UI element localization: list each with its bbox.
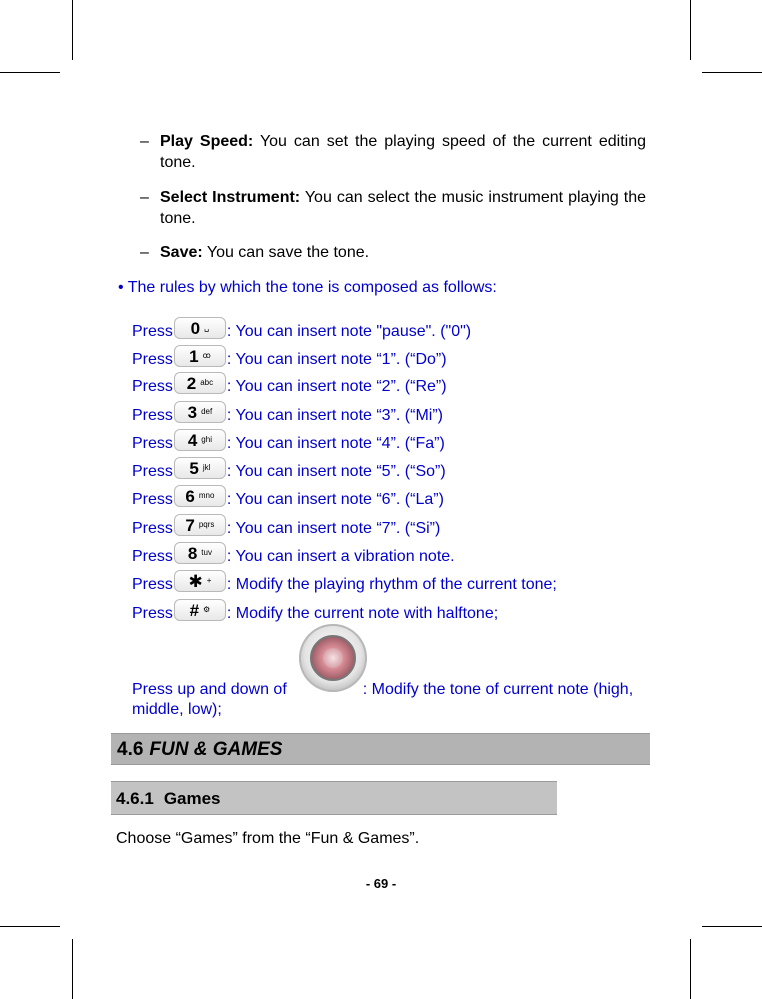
- press-label: Press: [132, 548, 173, 565]
- press-label: Press: [132, 435, 173, 452]
- crop-mark: [0, 926, 60, 927]
- nav-rule: [132, 680, 652, 720]
- section-heading: [111, 733, 650, 765]
- press-label: Press: [132, 605, 173, 622]
- key-6-icon: 6 mno: [174, 485, 226, 507]
- key-8-icon: 8 tuv: [174, 542, 226, 564]
- subsection-heading: [111, 781, 557, 815]
- section-number: 4.6: [117, 739, 144, 760]
- dash: –: [140, 244, 149, 261]
- bullet-text: You can save the tone.: [202, 244, 370, 261]
- key-rule-desc: : Modify the playing rhythm of the current tone;: [226, 576, 557, 593]
- key-3-icon: 3 def: [174, 401, 226, 423]
- press-label: Press: [132, 576, 173, 593]
- nav-rule-desc: : Modify the tone of current note (high, middle, low);: [132, 681, 634, 718]
- bullet-play-speed: [140, 131, 646, 173]
- crop-mark: [702, 926, 762, 927]
- bullet-label: Save:: [160, 244, 203, 261]
- subsection-number: 4.6.1: [116, 789, 154, 808]
- key-rule-desc: : You can insert note “5”. (“So”): [226, 463, 446, 480]
- rules-intro: • The rules by which the tone is composed as follows:: [118, 279, 497, 296]
- press-label: Press: [132, 378, 173, 395]
- key-7-icon: 7 pqrs: [174, 514, 226, 536]
- key-rule-desc: : You can insert note “2”. (“Re”): [226, 378, 447, 395]
- key-0-icon: 0 ␣: [174, 317, 226, 339]
- body-paragraph: Choose “Games” from the “Fun & Games”.: [116, 830, 420, 847]
- section-title: FUN & GAMES: [149, 739, 283, 760]
- crop-mark: [690, 0, 691, 60]
- press-label: Press: [132, 323, 173, 340]
- press-label: Press: [132, 407, 173, 424]
- key-rule-8: [132, 545, 455, 569]
- press-label: Press: [132, 520, 173, 537]
- key-hash-icon: # ⚙: [174, 599, 226, 621]
- key-rule-desc: : You can insert a vibration note.: [226, 548, 455, 565]
- bullet-text: You can select the music instrument playing the tone.: [160, 189, 647, 227]
- press-label: Press: [132, 351, 173, 368]
- key-rule-desc: : You can insert note “6”. (“La”): [226, 491, 444, 508]
- key-rule-desc: : You can insert note “3”. (“Mi”): [226, 407, 443, 424]
- subsection-title: Games: [163, 789, 221, 808]
- bullet-label: Select Instrument:: [160, 189, 301, 206]
- key-4-icon: 4 ghi: [174, 429, 226, 451]
- key-rule-3: [132, 404, 443, 428]
- crop-mark: [72, 939, 73, 999]
- crop-mark: [690, 939, 691, 999]
- key-rule-5: [132, 460, 446, 484]
- key-rule-7: [132, 517, 440, 541]
- navigation-center: [323, 648, 343, 668]
- key-star-icon: ✱ +: [174, 570, 226, 592]
- bullet-label: Play Speed:: [160, 133, 254, 150]
- crop-mark: [72, 0, 73, 60]
- key-rule-4: [132, 432, 445, 456]
- crop-mark: [702, 72, 762, 73]
- bullet-select-instrument: [140, 187, 646, 229]
- crop-mark: [0, 72, 60, 73]
- dash: –: [140, 133, 149, 150]
- key-rule-desc: : You can insert note “4”. (“Fa”): [226, 435, 445, 452]
- bullet-save: [140, 242, 646, 263]
- key-2-icon: 2 abc: [174, 372, 226, 394]
- dash: –: [140, 189, 149, 206]
- key-rule-desc: : You can insert note “7”. (“Si”): [226, 520, 441, 537]
- key-rule-0: [132, 320, 471, 344]
- key-rule-1: [132, 348, 447, 372]
- page-number: - 69 -: [365, 876, 397, 891]
- nav-rule-prefix: Press up and down of: [132, 681, 287, 698]
- press-label: Press: [132, 463, 173, 480]
- press-label: Press: [132, 491, 173, 508]
- key-rule-desc: : You can insert note "pause". ("0"): [226, 323, 472, 340]
- key-rule-desc: : Modify the current note with halftone;: [226, 605, 499, 622]
- key-rule-6: [132, 488, 444, 512]
- key-rule-hash: [132, 602, 498, 626]
- key-5-icon: 5 jkl: [174, 457, 226, 479]
- key-rule-2: [132, 375, 447, 399]
- bullet-text: You can set the playing speed of the current editing tone.: [160, 133, 647, 171]
- key-rule-desc: : You can insert note “1”. (“Do”): [226, 351, 447, 368]
- key-1-icon: 1 ꝏ: [174, 345, 226, 367]
- key-rule-star: [132, 573, 557, 597]
